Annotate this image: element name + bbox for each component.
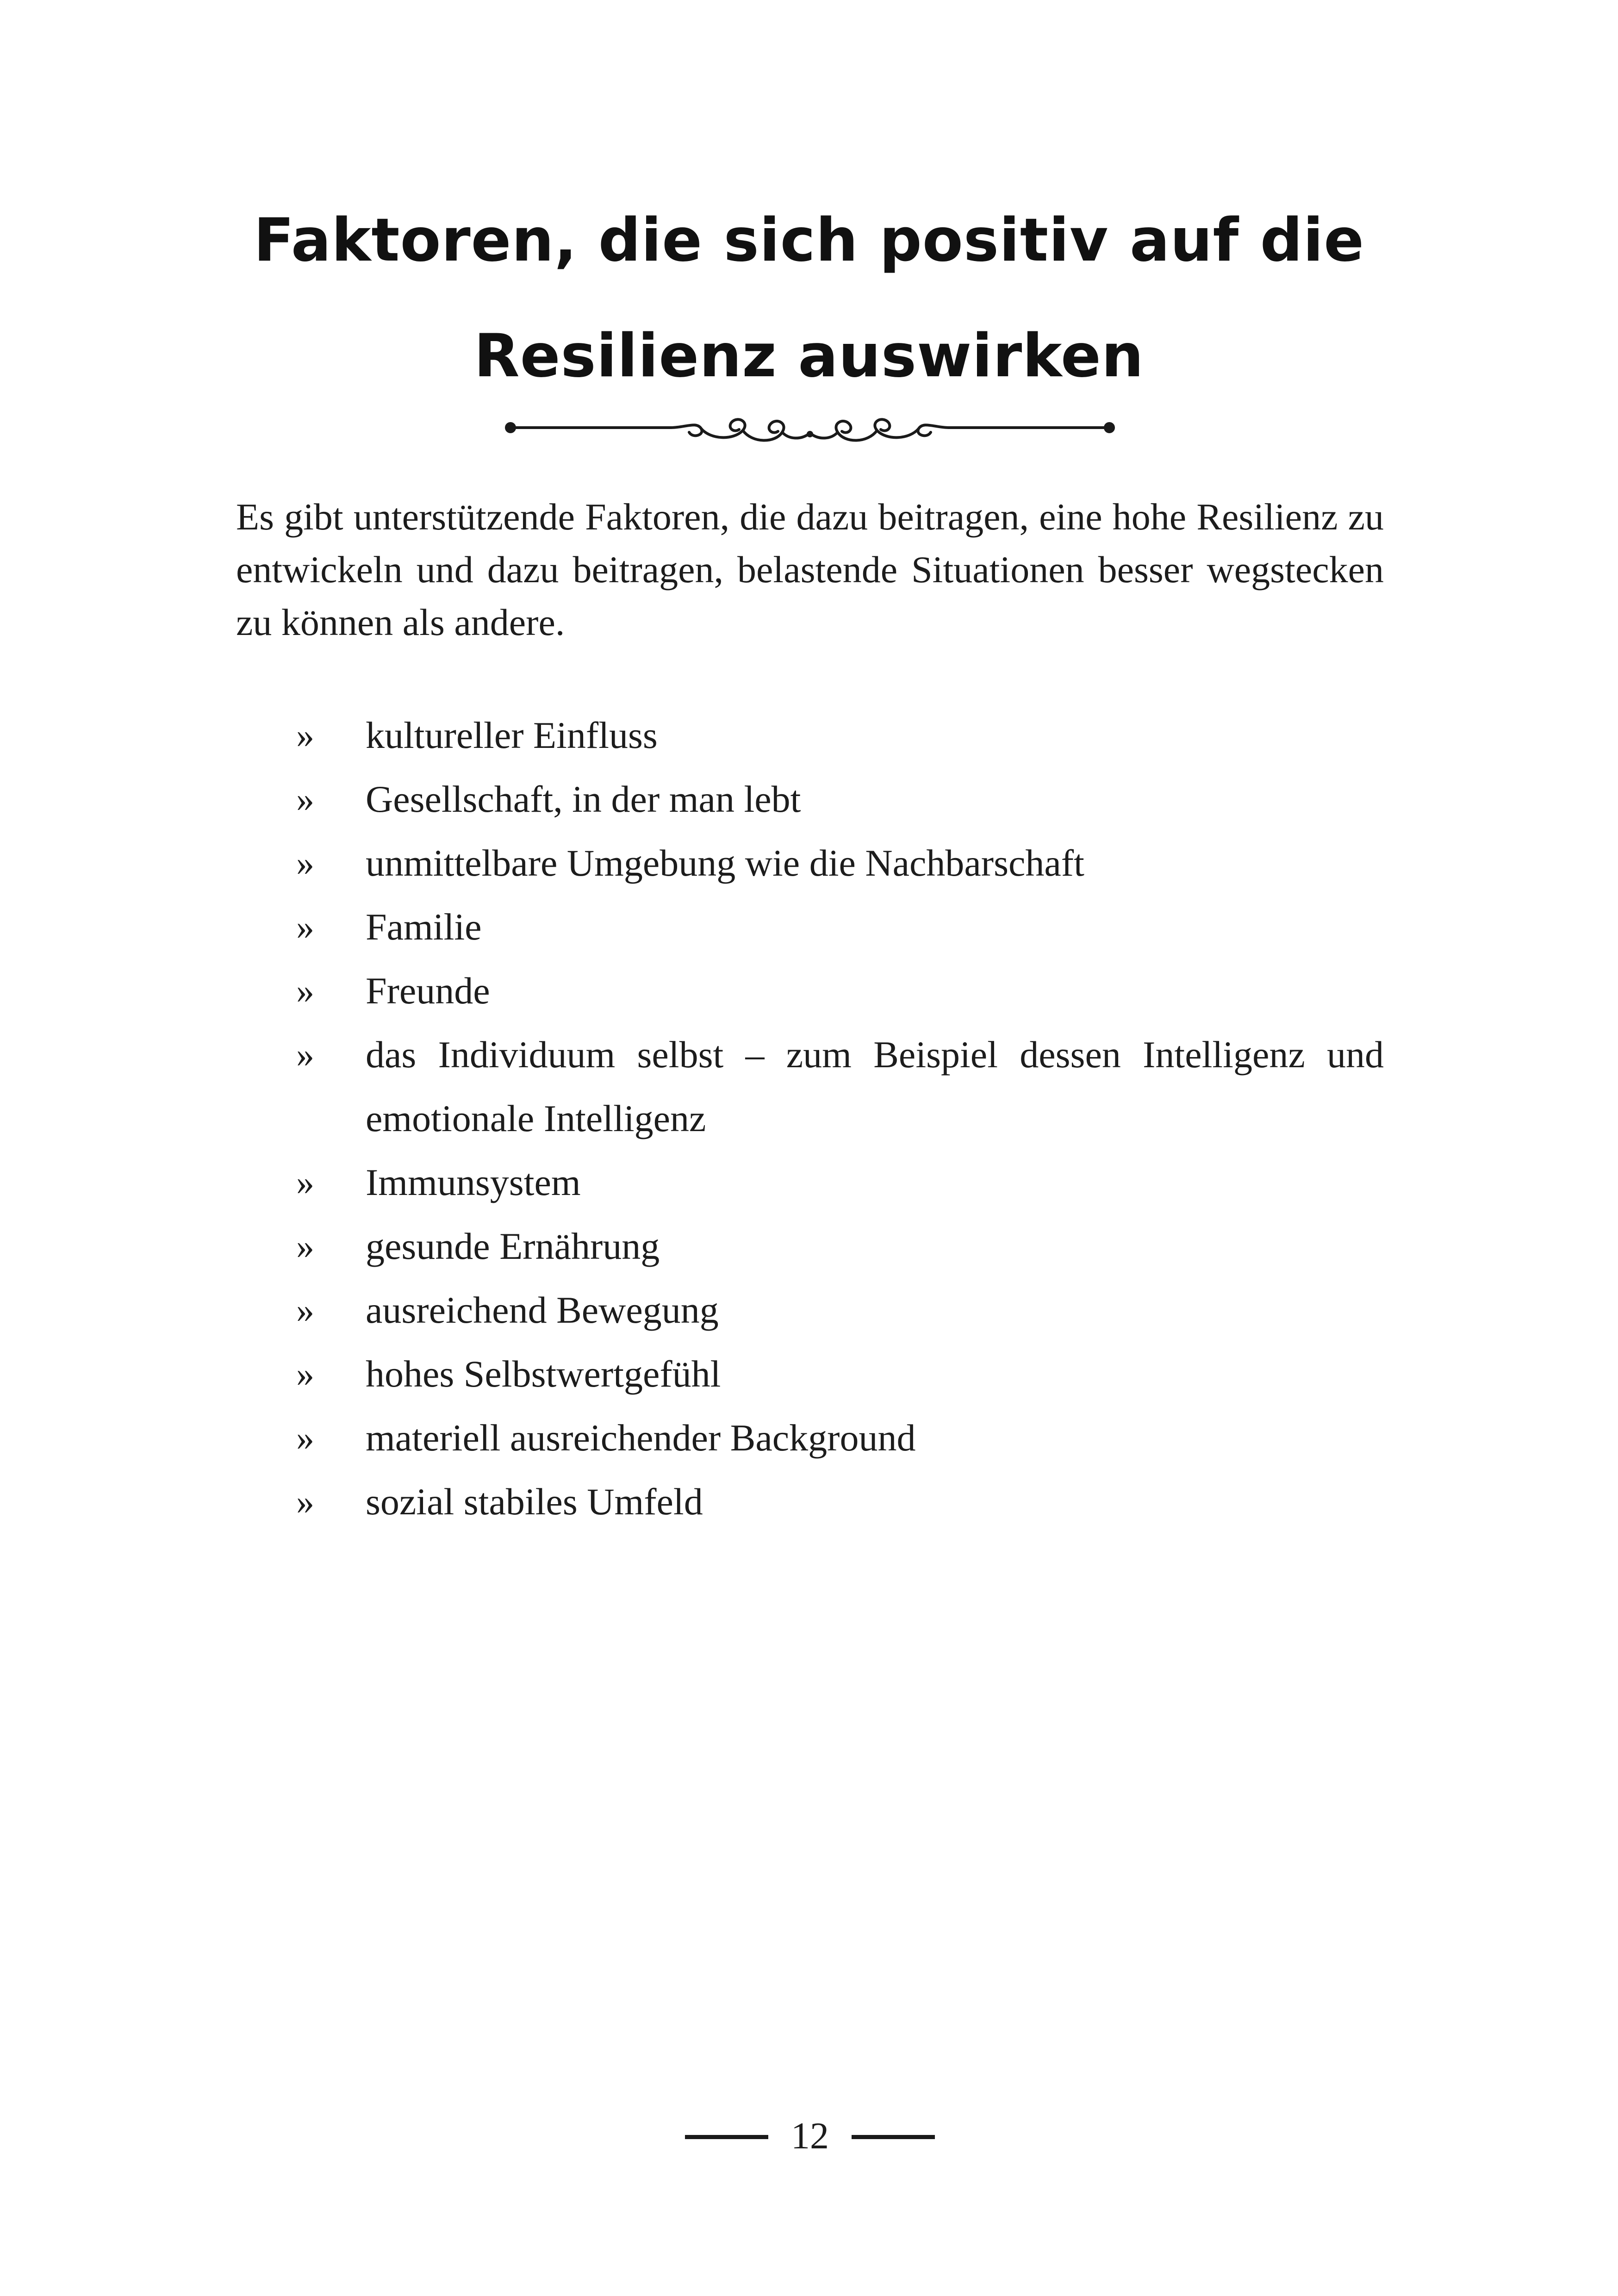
- list-item-text: Freunde: [366, 970, 490, 1012]
- title-line-2: Resilienz auswirken: [474, 322, 1144, 391]
- list-item-text: kultureller Einfluss: [366, 714, 658, 756]
- bullet-marker: »: [296, 907, 314, 947]
- list-item: [296, 703, 1384, 767]
- title-line-1: Faktoren, die sich positiv auf die: [253, 206, 1365, 275]
- bullet-marker: »: [296, 843, 314, 883]
- list-item: [296, 1470, 1384, 1534]
- bullet-marker: »: [296, 1034, 314, 1075]
- list-item: [296, 959, 1384, 1023]
- list-item: [296, 1023, 1384, 1151]
- page-footer: [0, 2108, 1618, 2164]
- bullet-marker: »: [296, 971, 314, 1011]
- list-item: [296, 895, 1384, 959]
- flourish-divider-icon: [502, 407, 1118, 458]
- list-item: [296, 831, 1384, 895]
- list-item-text: Immunsystem: [366, 1161, 581, 1203]
- list-item: [296, 1278, 1384, 1342]
- bullet-marker: »: [296, 1354, 314, 1394]
- list-item-text: materiell ausreichender Background: [366, 1417, 916, 1459]
- bullet-marker: »: [296, 1418, 314, 1458]
- list-item-text: Familie: [366, 906, 482, 948]
- page-number: 12: [791, 2115, 829, 2157]
- bullet-marker: »: [296, 1226, 314, 1266]
- bullet-marker: »: [296, 1290, 314, 1330]
- list-item: [296, 1342, 1384, 1406]
- bullet-marker: »: [296, 715, 314, 755]
- list-item-text: das Individuum selbst – zum Beispiel dessen Intelligenz und emotionale Intelligenz: [366, 1033, 1384, 1139]
- list-item: [296, 1151, 1384, 1214]
- list-item: [296, 1406, 1384, 1470]
- list-item-text: ausreichend Bewegung: [366, 1289, 719, 1331]
- bullet-marker: »: [296, 1162, 314, 1202]
- bullet-marker: »: [296, 1481, 314, 1522]
- intro-paragraph: Es gibt unterstützende Faktoren, die dazu beitragen, eine hohe Resilienz zu entwickeln und dazu beitragen, belastende Situationen besser wegstecken zu können als andere.: [236, 496, 1384, 643]
- factor-list: [296, 703, 1384, 1534]
- list-item: [296, 1214, 1384, 1278]
- footer-rule-right: [852, 2135, 935, 2139]
- list-item-text: hohes Selbstwertgefühl: [366, 1353, 721, 1395]
- list-item-text: Gesellschaft, in der man lebt: [366, 778, 801, 820]
- page-title: [0, 183, 1618, 414]
- bullet-marker: »: [296, 779, 314, 819]
- list-item-text: gesunde Ernährung: [366, 1225, 660, 1267]
- list-item-text: unmittelbare Umgebung wie die Nachbarschaft: [366, 842, 1084, 884]
- footer-rule-left: [685, 2135, 768, 2139]
- list-item-text: sozial stabiles Umfeld: [366, 1481, 703, 1523]
- list-item: [296, 767, 1384, 831]
